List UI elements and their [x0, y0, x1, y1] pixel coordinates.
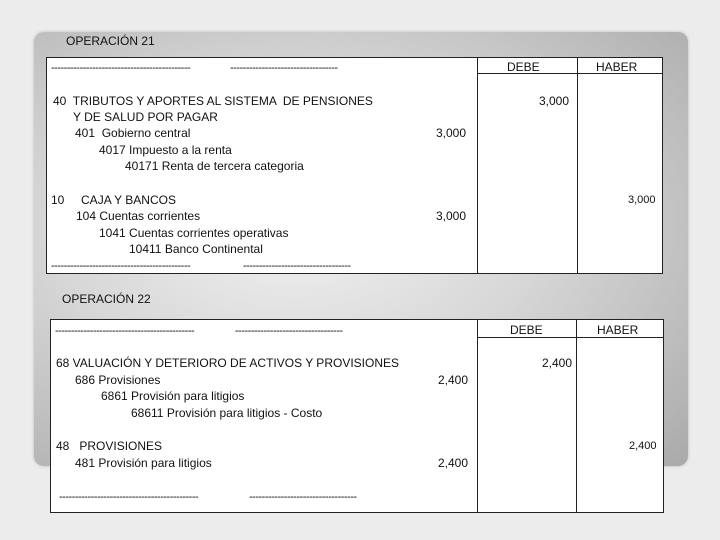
separator-line: --------------------------------------------: [55, 325, 195, 337]
amount: 3,000: [436, 209, 467, 223]
account-line: 40 TRIBUTOS Y APORTES AL SISTEMA DE PENSIONES: [53, 94, 373, 108]
separator-line: --------------------------------------------: [59, 491, 199, 503]
account-line: 686 Provisiones: [75, 373, 161, 387]
account-line: 104 Cuentas corrientes: [76, 209, 201, 223]
separator-line: ----------------------------------: [243, 260, 351, 272]
separator-line: ----------------------------------: [230, 62, 338, 74]
amount: 2,400: [438, 373, 469, 387]
account-line: 481 Provisión para litigios: [75, 456, 212, 470]
haber-header: HABER: [596, 60, 638, 74]
account-line: 10411 Banco Continental: [129, 242, 263, 256]
account-line: 40171 Renta de tercera categoria: [125, 159, 304, 173]
account-line: 68 VALUACIÓN Y DETERIORO DE ACTIVOS Y PROVISIONES: [56, 356, 399, 370]
column-divider: [577, 58, 578, 273]
separator-line: --------------------------------------------: [51, 260, 191, 272]
account-line: Y DE SALUD POR PAGAR: [73, 110, 218, 124]
operation-22-title: OPERACIÓN 22: [62, 292, 151, 306]
amount: 2,400: [438, 456, 469, 470]
journal-entry-22: [50, 319, 664, 513]
account-line: 68611 Provisión para litigios - Costo: [131, 406, 323, 420]
account-line: 10 CAJA Y BANCOS: [51, 193, 176, 207]
separator-line: ----------------------------------: [235, 325, 343, 337]
journal-entry-21: [46, 57, 663, 274]
account-line: 4017 Impuesto a la renta: [99, 143, 232, 157]
account-line: 401 Gobierno central: [75, 126, 191, 140]
column-divider: [477, 58, 478, 273]
debe-header: DEBE: [510, 323, 543, 337]
haber-header: HABER: [597, 323, 639, 337]
column-divider: [477, 320, 478, 512]
debe-header: DEBE: [507, 60, 540, 74]
operation-21-title: OPERACIÓN 21: [66, 34, 155, 48]
amount: 3,000: [539, 94, 570, 108]
amount: 2,400: [542, 356, 573, 370]
column-divider: [576, 320, 577, 512]
amount: 3,000: [436, 126, 467, 140]
header-underline: [477, 337, 663, 338]
account-line: 48 PROVISIONES: [56, 439, 163, 453]
account-line: 1041 Cuentas corrientes operativas: [99, 226, 289, 240]
account-line: 6861 Provisión para litigios: [101, 389, 245, 403]
amount: 2,400: [629, 440, 657, 452]
amount: 3,000: [628, 194, 656, 206]
separator-line: ----------------------------------: [249, 491, 357, 503]
separator-line: --------------------------------------------: [51, 62, 191, 74]
